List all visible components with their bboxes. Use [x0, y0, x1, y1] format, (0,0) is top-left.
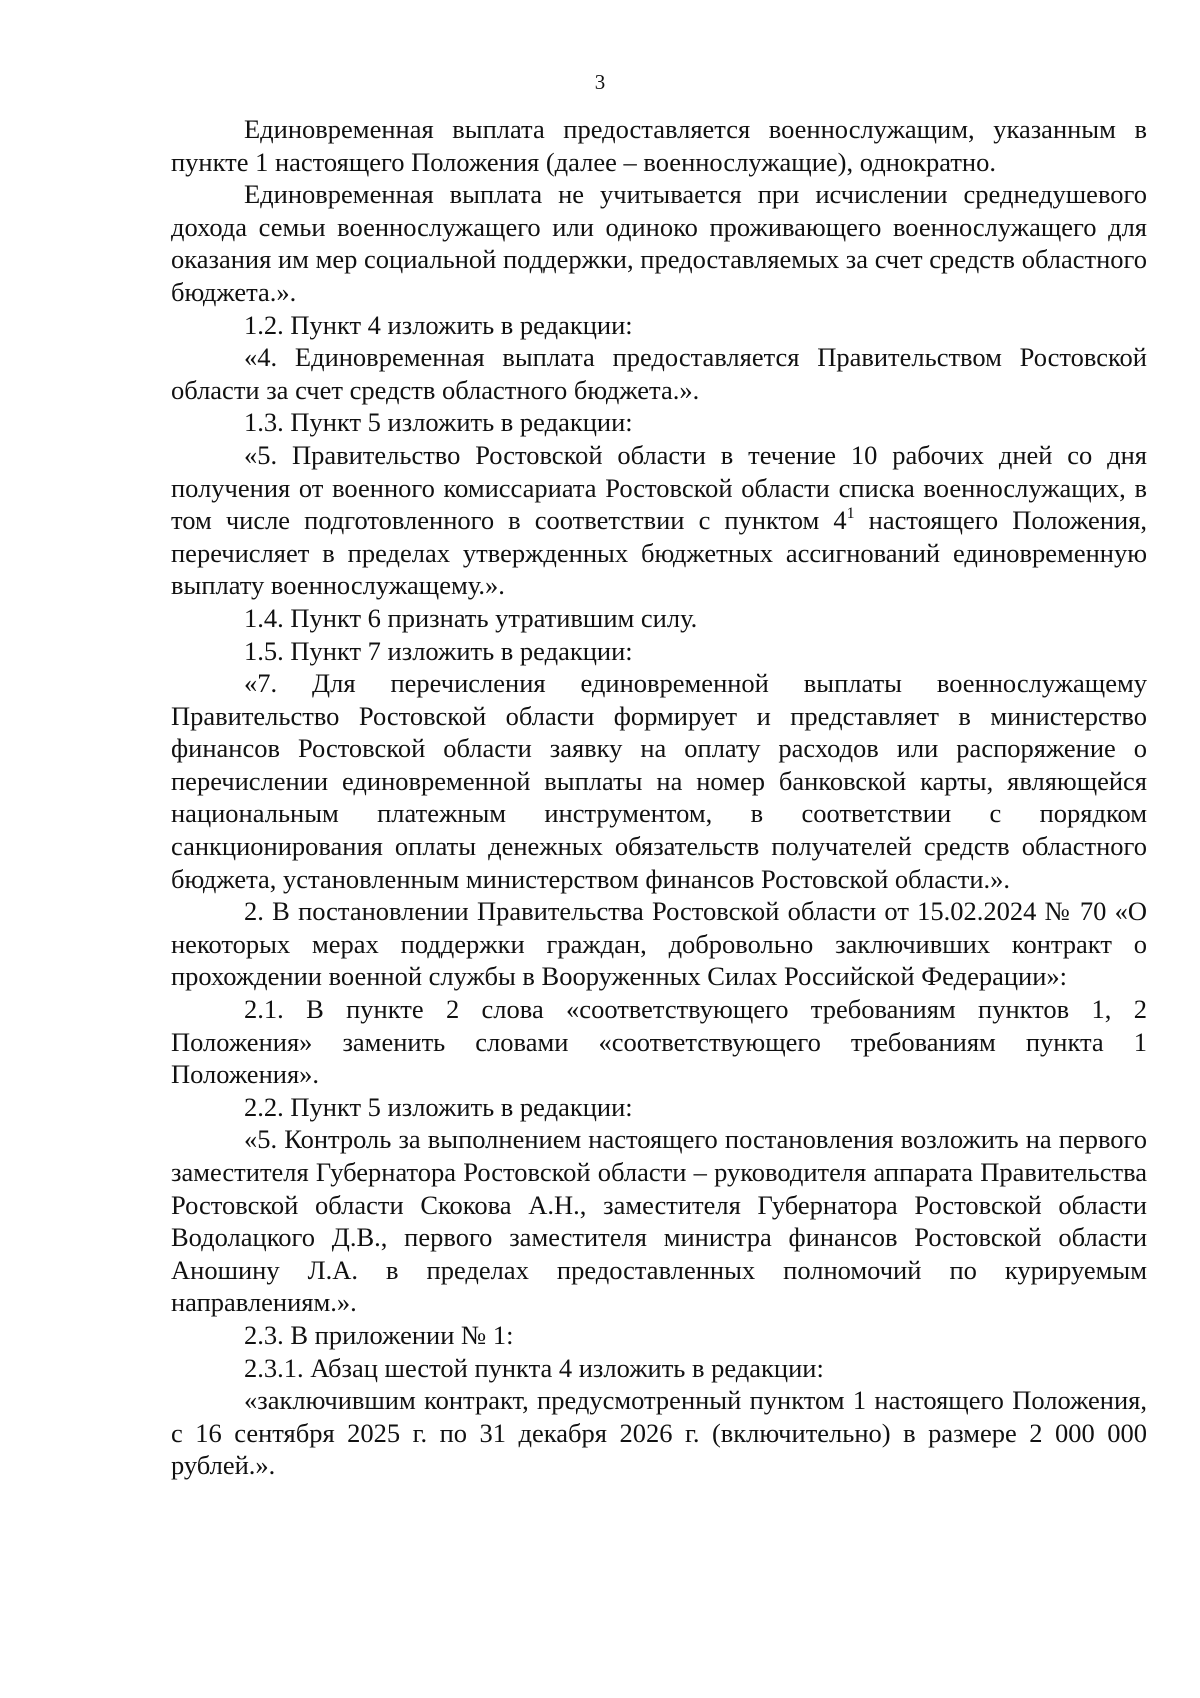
paragraph: «4. Единовременная выплата предоставляется Правительством Ростовской области за счет средств областного бюджета.». [171, 342, 1147, 405]
superscript: 1 [846, 505, 855, 523]
document-body [171, 113, 1147, 1482]
paragraph: 2.2. Пункт 5 изложить в редакции: [244, 1091, 633, 1122]
paragraph: 2.3. В приложении № 1: [244, 1319, 514, 1350]
paragraph: 2.3.1. Абзац шестой пункта 4 изложить в редакции: [244, 1352, 824, 1383]
paragraph: 1.5. Пункт 7 изложить в редакции: [244, 635, 633, 666]
paragraph: 2.1. В пункте 2 слова «соответствующего требованиям пунктов 1, 2 Положения» заменить словами «соответствующего требованиям пункта 1 Положения». [171, 994, 1147, 1090]
paragraph: 1.3. Пункт 5 изложить в редакции: [244, 407, 633, 438]
paragraph: «5. Контроль за выполнением настоящего постановления возложить на первого заместителя Губернатора Ростовской области – руководителя аппарата Правительства Ростовской области Скокова А.Н., заместителя Губернатора Ростовской области Водолацкого Д.В., первого заместителя министра финансов Ростовской области Аношину Л.А. в пределах предоставленных полномочий по курируемым направлениям.». [171, 1124, 1147, 1318]
page-number: 3 [594, 70, 606, 94]
paragraph: Единовременная выплата не учитывается при исчислении среднедушевого дохода семьи военнослужащего или одиноко проживающего военнослужащего для оказания им мер социальной поддержки, предоставляемых за счет средств областного бюджета.». [171, 179, 1147, 307]
paragraph-text: настоящего Положения, перечисляет в пределах утвержденных бюджетных ассигнований единовременную выплату военнослужащему.». [171, 505, 1147, 601]
paragraph [171, 439, 1147, 602]
paragraph: 1.4. Пункт 6 признать утратившим силу. [244, 602, 698, 633]
paragraph: 2. В постановлении Правительства Ростовской области от 15.02.2024 № 70 «О некоторых мерах поддержки граждан, добровольно заключивших контракт о прохождении военной службы в Вооруженных Силах Российской Федерации»: [171, 896, 1147, 992]
paragraph: «заключившим контракт, предусмотренный пунктом 1 настоящего Положения, с 16 сентября 2025 г. по 31 декабря 2026 г. (включительно) в размере 2 000 000 рублей.». [171, 1385, 1147, 1481]
paragraph: 1.2. Пункт 4 изложить в редакции: [244, 309, 633, 340]
paragraph: «7. Для перечисления единовременной выплаты военнослужащему Правительство Ростовской области формирует и представляет в министерство финансов Ростовской области заявку на оплату расходов или распоряжение о перечислении единовременной выплаты на номер банковской карты, являющейся национальным платежным инструментом, в соответствии с порядком санкционирования оплаты денежных обязательств получателей средств областного бюджета, установленным министерством финансов Ростовской области.». [171, 668, 1147, 894]
paragraph: Единовременная выплата предоставляется военнослужащим, указанным в пункте 1 настоящего Положения (далее – военнослужащие), однократно. [171, 114, 1147, 177]
paragraph-text: «5. Правительство Ростовской области в течение 10 рабочих дней со дня получения от военного комиссариата Ростовской области списка военнослужащих, в том числе подготовленного в соответствии с пунктом 4 [171, 439, 1147, 536]
